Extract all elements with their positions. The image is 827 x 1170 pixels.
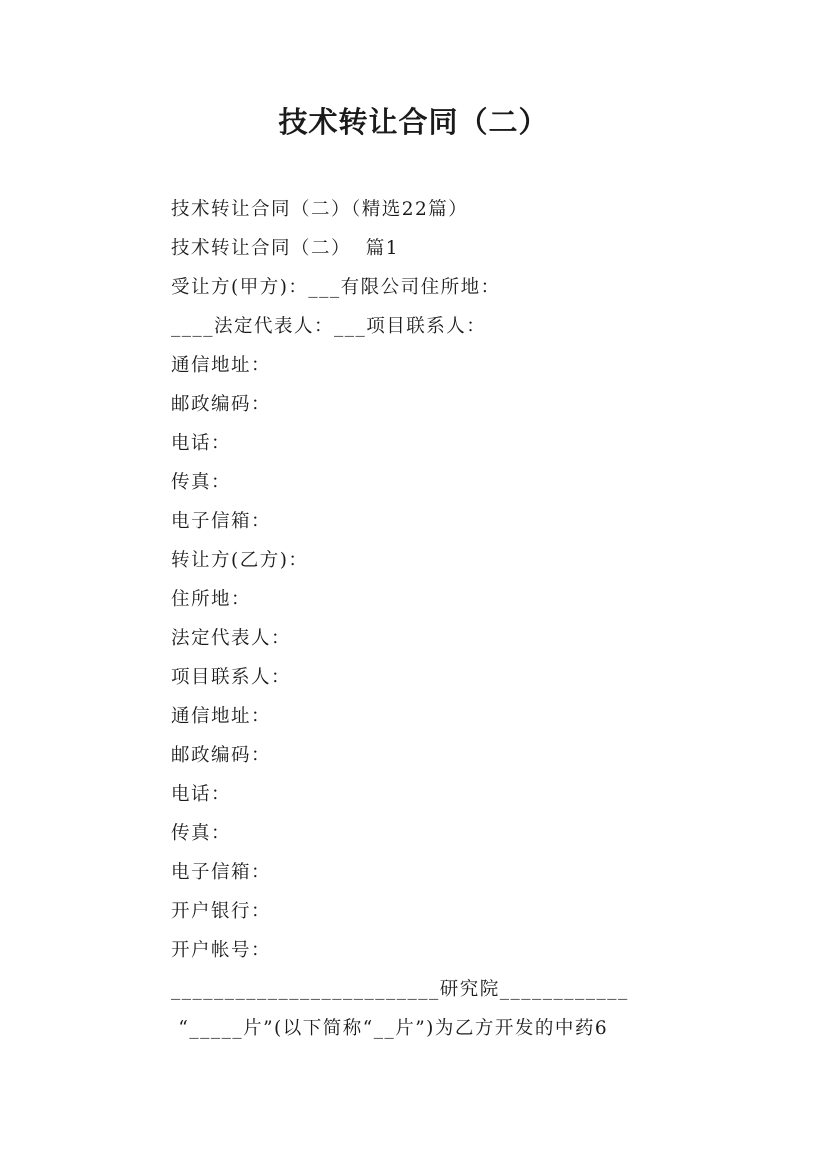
subtitle-line: 技术转让合同（二）（精选22篇） xyxy=(171,199,469,220)
party-b-bank-line: 开户银行： xyxy=(171,901,272,922)
party-b-email-line: 电子信箱： xyxy=(171,862,272,883)
party-a-representative-line: ____法定代表人：___项目联系人： xyxy=(171,316,487,337)
party-a-phone-line: 电话： xyxy=(171,433,232,454)
party-a-email-line: 电子信箱： xyxy=(171,511,272,532)
party-a-postcode-line: 邮政编码： xyxy=(171,394,272,415)
party-b-phone-line: 电话： xyxy=(171,784,232,805)
party-b-account-line: 开户帐号： xyxy=(171,940,272,961)
party-b-line: 转让方(乙方)： xyxy=(171,550,309,571)
institute-line: _________________________研究院____________ xyxy=(171,979,629,1000)
product-clause-line: “_____片”(以下简称“__片”)为乙方开发的中药6 xyxy=(171,1018,609,1039)
party-b-contact-line: 项目联系人： xyxy=(171,667,292,688)
party-b-representative-line: 法定代表人： xyxy=(171,628,292,649)
document-title: 技术转让合同（二） xyxy=(278,105,549,139)
section-heading: 技术转让合同（二） 篇1 xyxy=(171,238,400,259)
party-b-fax-line: 传真： xyxy=(171,823,232,844)
party-b-address-line: 通信地址： xyxy=(171,706,272,727)
party-b-residence-line: 住所地： xyxy=(171,589,252,610)
party-b-postcode-line: 邮政编码： xyxy=(171,745,272,766)
document-body xyxy=(171,190,751,1048)
party-a-address-line: 通信地址： xyxy=(171,355,272,376)
party-a-line: 受让方(甲方)：___有限公司住所地： xyxy=(171,277,501,298)
party-a-fax-line: 传真： xyxy=(171,472,232,493)
